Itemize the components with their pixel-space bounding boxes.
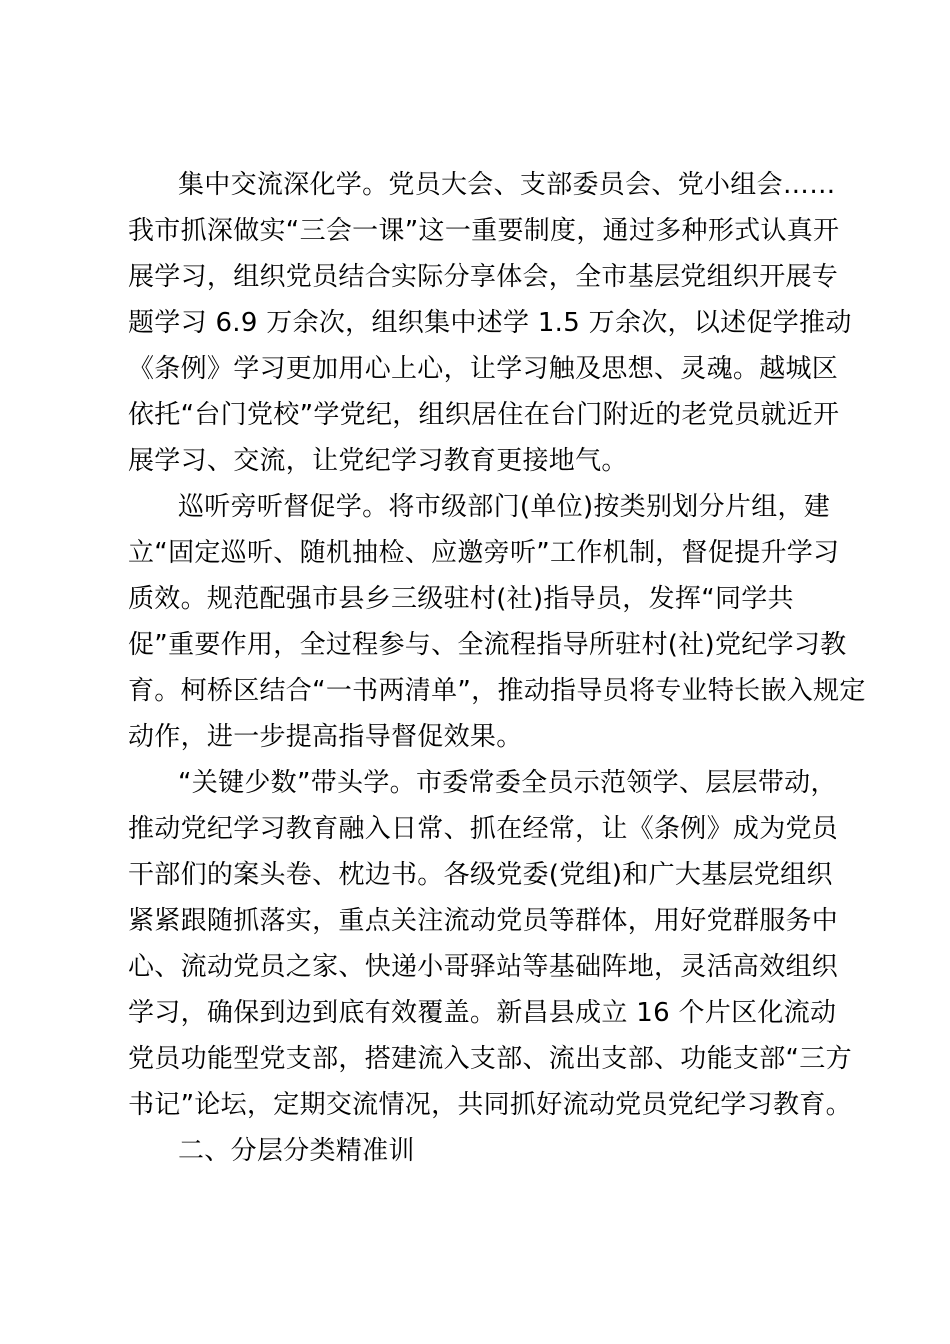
paragraph-concentrated-study [128, 162, 852, 484]
section-heading: 二、分层分类精准训 [178, 1136, 415, 1166]
text-line: 《条例》学习更加用心上心，让学习触及思想、灵魂。越城区 [128, 354, 839, 384]
text-line: 育。柯桥区结合“一书两清单”，推动指导员将专业特长嵌入规定 [128, 676, 866, 706]
text-line: 质效。规范配强市县乡三级驻村(社)指导员，发挥“同学共 [128, 584, 794, 614]
text-line: “关键少数”带头学。市委常委全员示范领学、层层带动， [178, 768, 837, 798]
text-line: 紧紧跟随抓落实，重点关注流动党员等群体，用好党群服务中 [128, 906, 839, 936]
text-line: 学习，确保到边到底有效覆盖。新昌县成立 16 个片区化流动 [128, 998, 837, 1028]
text-line: 展学习、交流，让党纪学习教育更接地气。 [128, 446, 628, 476]
text-line: 动作，进一步提高指导督促效果。 [128, 722, 523, 752]
document-body [128, 162, 866, 1174]
text-line: 立“固定巡听、随机抽检、应邀旁听”工作机制，督促提升学习 [128, 538, 840, 568]
text-line: 促”重要作用，全过程参与、全流程指导所驻村(社)党纪学习教 [128, 630, 847, 660]
paragraph-inspection-study [128, 484, 866, 760]
text-line: 心、流动党员之家、快递小哥驿站等基础阵地，灵活高效组织 [128, 952, 839, 982]
text-line: 集中交流深化学。党员大会、支部委员会、党小组会…… [178, 170, 836, 200]
paragraph-key-minority-study [128, 760, 852, 1128]
text-line: 我市抓深做实“三会一课”这一重要制度，通过多种形式认真开 [128, 216, 840, 246]
text-line: 推动党纪学习教育融入日常、抓在经常，让《条例》成为党员 [128, 814, 839, 844]
text-line: 干部们的案头卷、枕边书。各级党委(党组)和广大基层党组织 [128, 860, 833, 890]
text-line: 巡听旁听督促学。将市级部门(单位)按类别划分片组，建 [178, 492, 831, 522]
text-line: 题学习 6.9 万余次，组织集中述学 1.5 万余次，以述促学推动 [128, 308, 852, 338]
text-line: 依托“台门党校”学党纪，组织居住在台门附近的老党员就近开 [128, 400, 840, 430]
text-line: 展学习，组织党员结合实际分享体会，全市基层党组织开展专 [128, 262, 839, 292]
text-line: 党员功能型党支部，搭建流入支部、流出支部、功能支部“三方 [128, 1044, 852, 1074]
text-line: 书记”论坛，定期交流情况，共同抓好流动党员党纪学习教育。 [128, 1090, 852, 1120]
